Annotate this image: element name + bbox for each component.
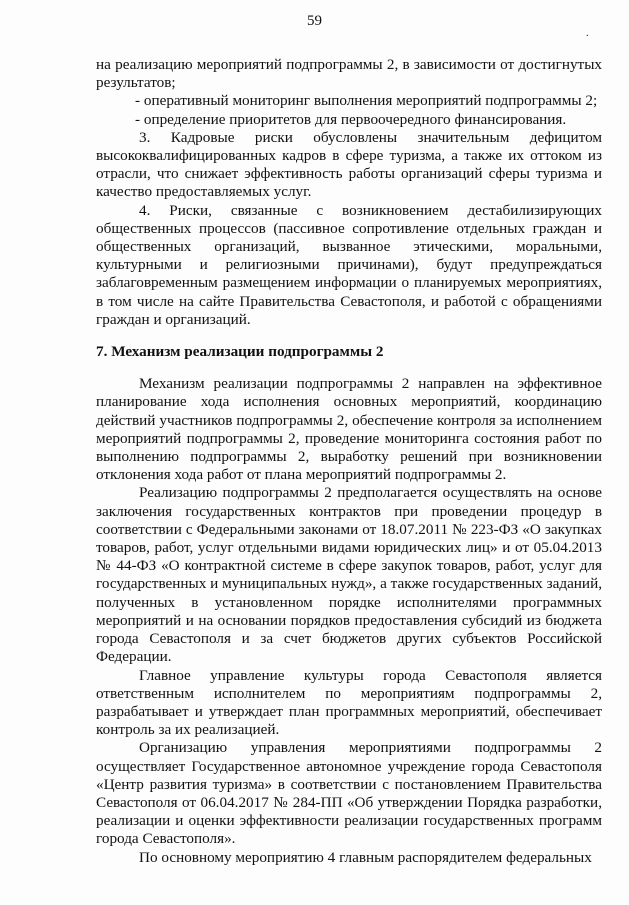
paragraph: на реализацию мероприятий подпрограммы 2, в зависимости от достигнутых результатов; xyxy=(96,56,602,92)
document-body xyxy=(96,56,602,867)
paragraph: Главное управление культуры города Севастополя является ответственным исполнителем по мероприятиям подпрограммы 2, разрабатывает и утверждает план программных мероприятий, обеспечивает контроль за их реализацией. xyxy=(96,666,602,739)
paragraph: 4. Риски, связанные с возникновением дестабилизирующих общественных процессов (пассивное сопротивление отдельных граждан и общественных организаций, вызванное этическими, моральными, культурными и религиозными причинами), будут предупреждаться заблаговременным размещением информации о планируемых мероприятиях, в том числе на сайте Правительства Севастополя, и работой с обращениями граждан и организаций. xyxy=(96,201,602,328)
section-heading: 7. Механизм реализации подпрограммы 2 xyxy=(96,343,384,361)
paragraph: Организацию управления мероприятиями подпрограммы 2 осуществляет Государственное автономное учреждение города Севастополя «Центр развития туризма» в соответствии с постановлением Правительства Севастополя от 06.04.2017 № 284-ПП «Об утверждении Порядка разработки, реализации и оценки эффективности реализации государственных программ города Севастополя». xyxy=(96,739,602,848)
paragraph: Реализацию подпрограммы 2 предполагается осуществлять на основе заключения государственных контрактов при проведении процедур в соответствии с Федеральными законами от 18.07.2011 № 223-ФЗ «О закупках товаров, работ, услуг отдельными видами юридических лиц» и от 05.04.2013 № 44-ФЗ «О контрактной системе в сфере закупок товаров, работ, услуг для государственных и муниципальных нужд», а также государственных заданий, полученных в установленном порядке исполнителями программных мероприятий и на основании порядков предоставления субсидий из бюджета города Севастополя и за счет бюджетов других субъектов Российской Федерации. xyxy=(96,484,602,666)
paragraph: Механизм реализации подпрограммы 2 направлен на эффективное планирование хода исполнения основных мероприятий, координацию действий участников подпрограммы 2, обеспечение контроля за исполнением мероприятий подпрограммы 2, проведение мониторинга состояния работ по выполнению подпрограммы 2, выработку решений при возникновении отклонения хода работ от плана мероприятий подпрограммы 2. xyxy=(96,375,602,484)
page-mark: . xyxy=(586,28,589,39)
list-item: - оперативный мониторинг выполнения мероприятий подпрограммы 2; xyxy=(135,92,598,110)
page-number: 59 xyxy=(307,13,322,29)
paragraph: 3. Кадровые риски обусловлены значительным дефицитом высококвалифицированных кадров в сфере туризма, а также их оттоком из отрасли, что снижает эффективность работы организаций сферы туризма и качество предоставляемых услуг. xyxy=(96,128,602,201)
paragraph: По основному мероприятию 4 главным распорядителем федеральных xyxy=(139,848,592,866)
list-item: - определение приоритетов для первоочередного финансирования. xyxy=(135,110,567,128)
